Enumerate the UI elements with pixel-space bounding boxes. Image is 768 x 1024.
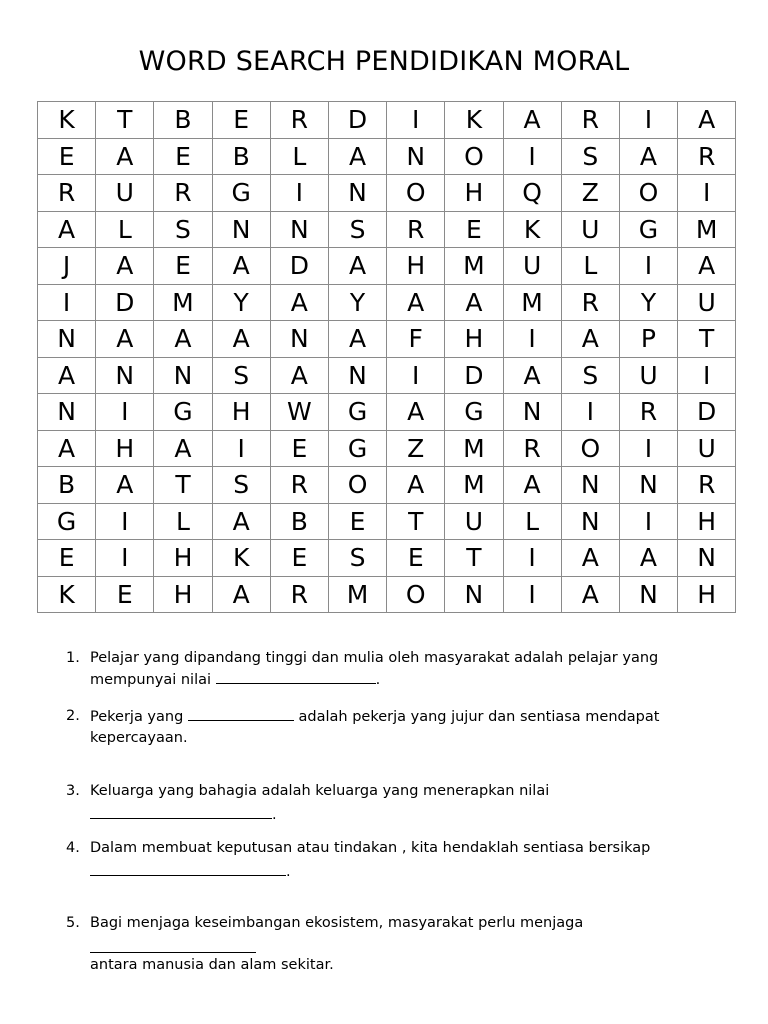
grid-cell[interactable]: G: [619, 211, 677, 248]
grid-cell[interactable]: N: [212, 211, 270, 248]
grid-cell[interactable]: N: [619, 576, 677, 613]
grid-cell[interactable]: D: [328, 102, 386, 139]
question-punct: .: [286, 864, 291, 880]
grid-cell[interactable]: Y: [328, 284, 386, 321]
grid-cell[interactable]: K: [445, 102, 503, 139]
grid-cell[interactable]: I: [387, 102, 445, 139]
question-2: [66, 706, 716, 749]
grid-cell[interactable]: W: [270, 394, 328, 431]
question-text: Pekerja yang: [90, 709, 188, 725]
grid-cell[interactable]: L: [154, 503, 212, 540]
grid-cell[interactable]: D: [678, 394, 736, 431]
grid-cell[interactable]: U: [561, 211, 619, 248]
answer-blank[interactable]: [90, 804, 272, 819]
grid-row: [38, 284, 736, 321]
grid-row: [38, 211, 736, 248]
worksheet-title: WORD SEARCH PENDIDIKAN MORAL: [138, 46, 630, 77]
question-4: [66, 838, 716, 883]
grid-cell[interactable]: N: [38, 321, 96, 358]
grid-cell[interactable]: N: [38, 394, 96, 431]
grid-cell[interactable]: U: [619, 357, 677, 394]
grid-cell[interactable]: U: [678, 284, 736, 321]
grid-cell[interactable]: I: [212, 430, 270, 467]
grid-cell[interactable]: G: [328, 430, 386, 467]
grid-cell[interactable]: I: [561, 394, 619, 431]
grid-row: [38, 394, 736, 431]
grid-cell[interactable]: D: [445, 357, 503, 394]
grid-cell[interactable]: E: [154, 138, 212, 175]
grid-row: [38, 321, 736, 358]
grid-row: [38, 576, 736, 613]
grid-cell[interactable]: S: [561, 357, 619, 394]
grid-cell[interactable]: N: [154, 357, 212, 394]
grid-cell[interactable]: R: [270, 102, 328, 139]
grid-cell[interactable]: N: [96, 357, 154, 394]
grid-cell[interactable]: R: [387, 211, 445, 248]
grid-cell[interactable]: I: [96, 394, 154, 431]
grid-cell[interactable]: T: [387, 503, 445, 540]
grid-cell[interactable]: E: [270, 430, 328, 467]
grid-cell[interactable]: G: [212, 175, 270, 212]
grid-cell[interactable]: H: [154, 540, 212, 577]
grid-cell[interactable]: M: [154, 284, 212, 321]
grid-cell[interactable]: A: [503, 467, 561, 504]
grid-cell[interactable]: Y: [212, 284, 270, 321]
grid-cell[interactable]: A: [678, 248, 736, 285]
grid-cell[interactable]: M: [445, 467, 503, 504]
answer-blank[interactable]: [188, 706, 294, 721]
grid-cell[interactable]: A: [212, 576, 270, 613]
grid-row: [38, 467, 736, 504]
grid-cell[interactable]: O: [387, 175, 445, 212]
grid-row: [38, 248, 736, 285]
grid-cell[interactable]: L: [561, 248, 619, 285]
answer-blank[interactable]: [90, 936, 256, 953]
question-text: Pelajar yang dipandang tinggi dan mulia oleh masyarakat adalah pelajar yang mempunyai nilai: [90, 650, 659, 688]
grid-cell[interactable]: A: [38, 357, 96, 394]
grid-cell[interactable]: I: [619, 430, 677, 467]
grid-cell[interactable]: T: [96, 102, 154, 139]
grid-cell[interactable]: H: [678, 576, 736, 613]
question-number: 4.: [66, 840, 80, 856]
grid-cell[interactable]: S: [212, 357, 270, 394]
grid-cell[interactable]: E: [96, 576, 154, 613]
question-text: antara manusia dan alam sekitar.: [90, 957, 334, 973]
grid-cell[interactable]: A: [445, 284, 503, 321]
grid-cell[interactable]: R: [619, 394, 677, 431]
grid-cell[interactable]: A: [96, 248, 154, 285]
grid-cell[interactable]: A: [561, 540, 619, 577]
grid-cell[interactable]: A: [154, 321, 212, 358]
grid-cell[interactable]: A: [270, 357, 328, 394]
grid-cell[interactable]: A: [212, 248, 270, 285]
grid-cell[interactable]: I: [387, 357, 445, 394]
grid-cell[interactable]: N: [270, 321, 328, 358]
grid-cell[interactable]: R: [678, 467, 736, 504]
word-search-grid: [37, 101, 736, 613]
grid-cell[interactable]: A: [619, 138, 677, 175]
grid-cell[interactable]: E: [387, 540, 445, 577]
grid-cell[interactable]: N: [561, 503, 619, 540]
grid-cell[interactable]: E: [212, 102, 270, 139]
grid-cell[interactable]: S: [328, 211, 386, 248]
question-punct: .: [272, 807, 277, 823]
question-text: Dalam membuat keputusan atau tindakan , kita hendaklah sentiasa bersikap: [90, 840, 651, 856]
grid-row: [38, 138, 736, 175]
grid-cell[interactable]: A: [387, 467, 445, 504]
grid-cell[interactable]: H: [154, 576, 212, 613]
grid-cell[interactable]: A: [270, 284, 328, 321]
grid-cell[interactable]: R: [154, 175, 212, 212]
grid-cell[interactable]: A: [96, 321, 154, 358]
grid-cell[interactable]: A: [328, 321, 386, 358]
grid-cell[interactable]: E: [38, 540, 96, 577]
grid-cell[interactable]: Z: [387, 430, 445, 467]
grid-row: [38, 540, 736, 577]
grid-row: [38, 503, 736, 540]
grid-cell[interactable]: I: [503, 138, 561, 175]
grid-cell[interactable]: G: [154, 394, 212, 431]
grid-cell[interactable]: K: [38, 576, 96, 613]
grid-cell[interactable]: I: [619, 503, 677, 540]
grid-cell[interactable]: O: [328, 467, 386, 504]
grid-cell[interactable]: A: [503, 357, 561, 394]
question-number: 2.: [66, 708, 80, 724]
grid-cell[interactable]: I: [38, 284, 96, 321]
grid-cell[interactable]: N: [328, 357, 386, 394]
grid-cell[interactable]: T: [678, 321, 736, 358]
grid-cell[interactable]: H: [387, 248, 445, 285]
grid-cell[interactable]: M: [503, 284, 561, 321]
grid-cell[interactable]: G: [328, 394, 386, 431]
grid-cell[interactable]: A: [212, 503, 270, 540]
grid-cell[interactable]: R: [561, 102, 619, 139]
grid-cell[interactable]: P: [619, 321, 677, 358]
grid-cell[interactable]: I: [503, 576, 561, 613]
question-punct: .: [375, 672, 381, 688]
grid-cell[interactable]: R: [561, 284, 619, 321]
grid-cell[interactable]: N: [678, 540, 736, 577]
grid-cell[interactable]: O: [561, 430, 619, 467]
grid-cell[interactable]: A: [619, 540, 677, 577]
grid-row: [38, 175, 736, 212]
grid-cell[interactable]: Y: [619, 284, 677, 321]
grid-cell[interactable]: B: [270, 503, 328, 540]
grid-cell[interactable]: K: [212, 540, 270, 577]
grid-cell[interactable]: N: [561, 467, 619, 504]
grid-row: [38, 430, 736, 467]
grid-cell[interactable]: H: [212, 394, 270, 431]
grid-cell[interactable]: D: [96, 284, 154, 321]
grid-cell[interactable]: R: [38, 175, 96, 212]
grid-cell[interactable]: I: [619, 248, 677, 285]
answer-blank[interactable]: [216, 669, 376, 684]
grid-cell[interactable]: I: [503, 540, 561, 577]
grid-cell[interactable]: I: [96, 503, 154, 540]
grid-cell[interactable]: A: [154, 430, 212, 467]
grid-cell[interactable]: K: [38, 102, 96, 139]
grid-cell[interactable]: N: [445, 576, 503, 613]
grid-cell[interactable]: N: [619, 467, 677, 504]
grid-cell[interactable]: Q: [503, 175, 561, 212]
grid-cell[interactable]: B: [38, 467, 96, 504]
grid-cell[interactable]: I: [619, 102, 677, 139]
question-number: 5.: [66, 915, 80, 931]
grid-cell[interactable]: B: [154, 102, 212, 139]
grid-cell[interactable]: O: [445, 138, 503, 175]
grid-cell[interactable]: N: [270, 211, 328, 248]
grid-cell[interactable]: A: [561, 576, 619, 613]
grid-cell[interactable]: E: [154, 248, 212, 285]
question-number: 1.: [66, 650, 80, 666]
grid-cell[interactable]: A: [96, 467, 154, 504]
grid-cell[interactable]: I: [270, 175, 328, 212]
grid-cell[interactable]: I: [96, 540, 154, 577]
grid-cell[interactable]: E: [445, 211, 503, 248]
grid-cell[interactable]: B: [212, 138, 270, 175]
grid-cell[interactable]: A: [387, 284, 445, 321]
grid-cell[interactable]: E: [38, 138, 96, 175]
grid-cell[interactable]: Z: [561, 175, 619, 212]
grid-cell[interactable]: D: [270, 248, 328, 285]
grid-cell[interactable]: L: [96, 211, 154, 248]
grid-cell[interactable]: A: [38, 430, 96, 467]
grid-cell[interactable]: F: [387, 321, 445, 358]
grid-cell[interactable]: T: [445, 540, 503, 577]
grid-cell[interactable]: A: [678, 102, 736, 139]
answer-blank[interactable]: [90, 861, 286, 876]
grid-cell[interactable]: A: [38, 211, 96, 248]
grid-cell[interactable]: T: [154, 467, 212, 504]
grid-cell[interactable]: A: [328, 138, 386, 175]
grid-cell[interactable]: R: [503, 430, 561, 467]
grid-cell[interactable]: I: [503, 321, 561, 358]
question-number: 3.: [66, 783, 80, 799]
grid-cell[interactable]: R: [270, 467, 328, 504]
grid-cell[interactable]: E: [328, 503, 386, 540]
grid-cell[interactable]: J: [38, 248, 96, 285]
grid-cell[interactable]: L: [503, 503, 561, 540]
grid-row: [38, 357, 736, 394]
grid-cell[interactable]: S: [154, 211, 212, 248]
grid-cell[interactable]: I: [678, 357, 736, 394]
grid-cell[interactable]: M: [328, 576, 386, 613]
question-1: [66, 648, 716, 691]
grid-cell[interactable]: O: [387, 576, 445, 613]
grid-cell[interactable]: N: [387, 138, 445, 175]
grid-cell[interactable]: H: [96, 430, 154, 467]
question-text: Keluarga yang bahagia adalah keluarga yang menerapkan nilai: [90, 783, 550, 799]
grid-cell[interactable]: A: [561, 321, 619, 358]
grid-cell[interactable]: M: [445, 248, 503, 285]
question-text: adalah pekerja yang jujur dan sentiasa mendapat kepercayaan.: [90, 709, 660, 746]
grid-cell[interactable]: O: [619, 175, 677, 212]
grid-row: [38, 102, 736, 139]
grid-cell[interactable]: U: [678, 430, 736, 467]
grid-cell[interactable]: A: [212, 321, 270, 358]
grid-cell[interactable]: U: [503, 248, 561, 285]
grid-cell[interactable]: S: [212, 467, 270, 504]
grid-cell[interactable]: U: [96, 175, 154, 212]
grid-cell[interactable]: N: [503, 394, 561, 431]
grid-cell[interactable]: M: [678, 211, 736, 248]
grid-cell[interactable]: G: [38, 503, 96, 540]
grid-cell[interactable]: S: [561, 138, 619, 175]
grid-cell[interactable]: R: [270, 576, 328, 613]
grid-cell[interactable]: A: [328, 248, 386, 285]
grid-cell[interactable]: G: [445, 394, 503, 431]
question-3: [66, 781, 716, 826]
grid-cell[interactable]: K: [503, 211, 561, 248]
grid-cell[interactable]: M: [445, 430, 503, 467]
grid-cell[interactable]: L: [270, 138, 328, 175]
question-text: Bagi menjaga keseimbangan ekosistem, masyarakat perlu menjaga: [90, 915, 584, 931]
grid-cell[interactable]: U: [445, 503, 503, 540]
grid-cell[interactable]: A: [96, 138, 154, 175]
grid-cell[interactable]: H: [445, 321, 503, 358]
grid-cell[interactable]: I: [678, 175, 736, 212]
question-5: [66, 913, 716, 976]
grid-cell[interactable]: A: [387, 394, 445, 431]
grid-cell[interactable]: H: [678, 503, 736, 540]
grid-cell[interactable]: A: [503, 102, 561, 139]
grid-cell[interactable]: N: [328, 175, 386, 212]
grid-cell[interactable]: E: [270, 540, 328, 577]
grid-cell[interactable]: R: [678, 138, 736, 175]
grid-cell[interactable]: S: [328, 540, 386, 577]
grid-cell[interactable]: H: [445, 175, 503, 212]
